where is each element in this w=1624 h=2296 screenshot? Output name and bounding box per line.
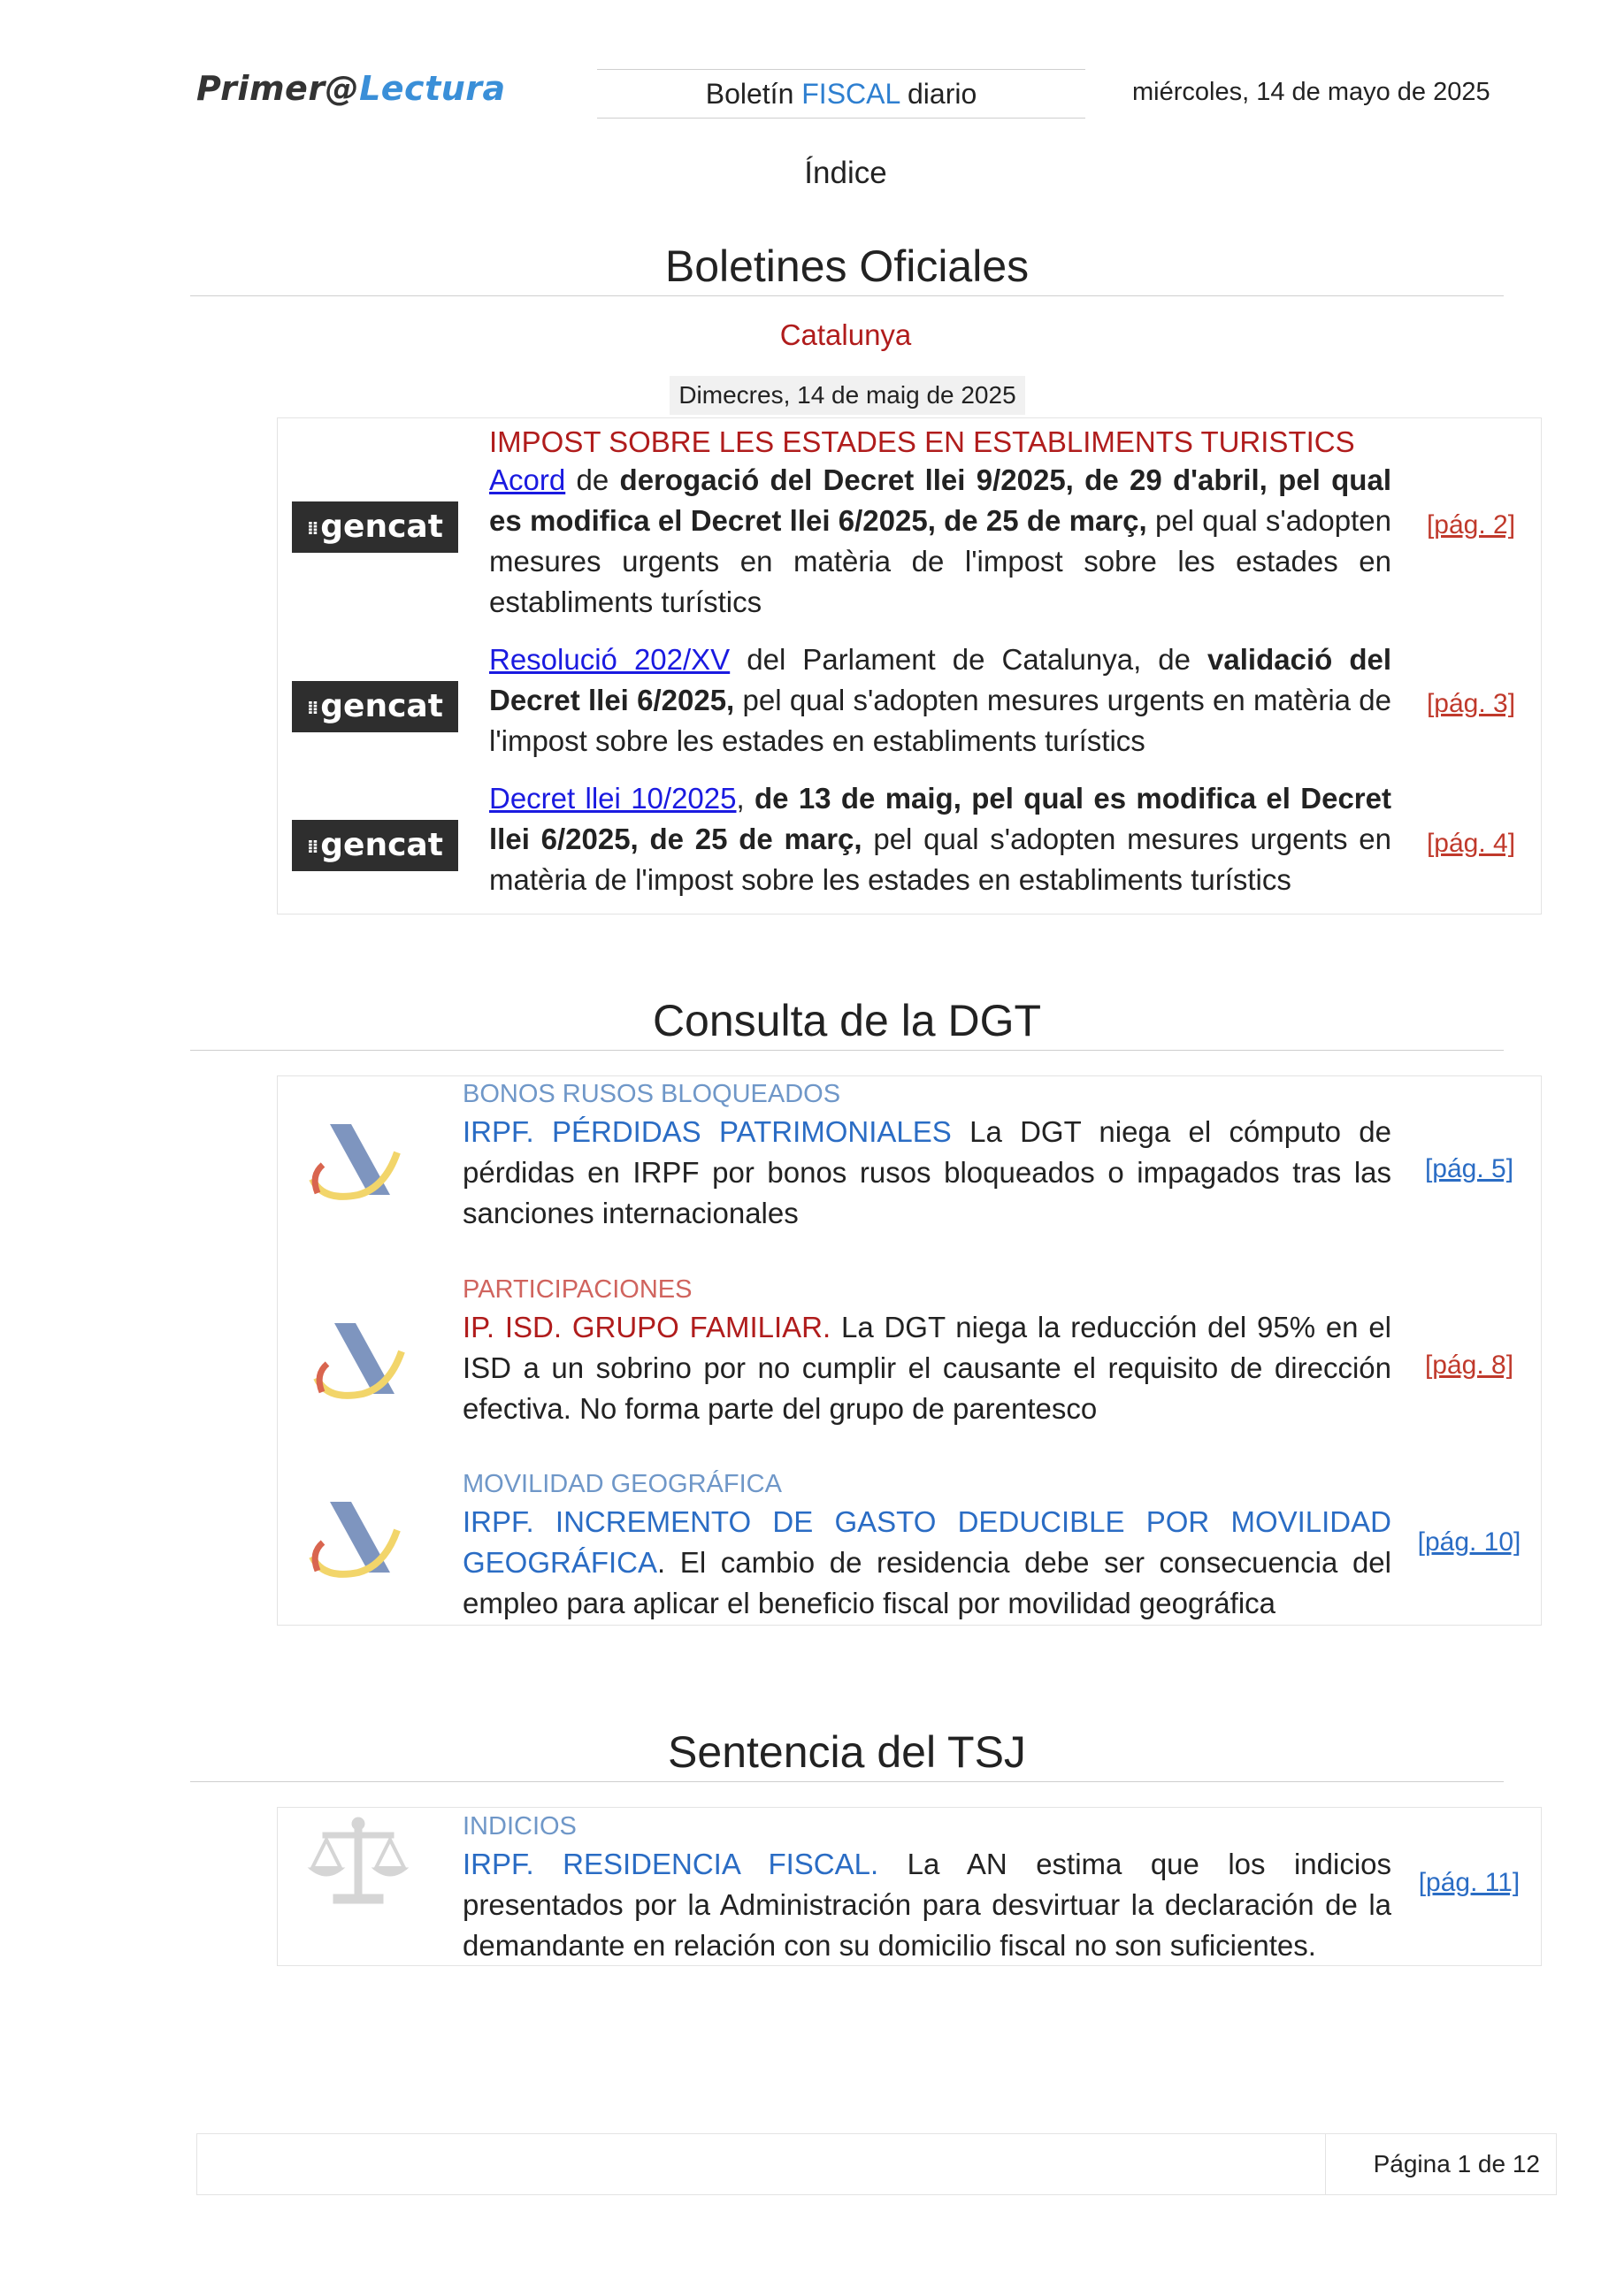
list-item-tsj-1 (463, 1809, 1391, 1966)
page-link[interactable]: [pág. 4] (1426, 829, 1516, 858)
entry-text: de (565, 463, 620, 496)
entry-text: . El cambio de residencia debe ser consecuencia del empleo para aplicar el beneficio fiscal por movilidad geográfica (463, 1546, 1391, 1619)
page-link[interactable]: [pág. 8] (1424, 1351, 1514, 1380)
list-item-dgt-3 (463, 1466, 1391, 1624)
boletines-category (489, 422, 1391, 463)
region-label: Catalunya (779, 318, 912, 351)
entry-headline: IRPF. INCREMENTO DE GASTO DEDUCIBLE POR MOVILIDAD GEOGRÁFICA (463, 1505, 1391, 1579)
page-link[interactable]: [pág. 5] (1424, 1154, 1514, 1183)
header-date: miércoles, 14 de mayo de 2025 (1132, 78, 1490, 106)
gencat-logo: ⁞⁞ gencat (292, 501, 458, 553)
date-chip: Dimecres, 14 de maig de 2025 (670, 376, 1025, 415)
aeat-logo-icon (310, 1316, 407, 1404)
page-link[interactable]: [pág. 11] (1418, 1868, 1521, 1897)
entry-headline: IP. ISD. GRUPO FAMILIAR. (463, 1311, 831, 1343)
logo-text-primer: Primer@ (196, 69, 360, 108)
brand-logo (196, 69, 506, 108)
entry-text: pel qual s'adopten mesures urgents en matèria de l'impost sobre les estades en establiments turístics (489, 684, 1391, 757)
scales-of-justice-icon (305, 1813, 411, 1919)
entry-bold-text: de 13 de maig, pel qual es modifica el Decret llei 6/2025, de 25 de març, (489, 782, 1391, 855)
section-title-tsj: Sentencia del TSJ (190, 1726, 1504, 1782)
bulletin-title (597, 69, 1085, 119)
category-label: INDICIOS (463, 1812, 577, 1841)
entry-headline: IRPF. RESIDENCIA FISCAL. (463, 1848, 879, 1880)
gencat-logo: ⁞⁞ gencat (292, 820, 458, 871)
list-item-boletin-3 (489, 778, 1391, 900)
entry-text: La DGT niega la reducción del 95% en el ISD a un sobrino por no cumplir el causante el requisito de dirección efectiva. No forma parte del grupo de parentesco (463, 1311, 1392, 1425)
index-heading: Índice (804, 156, 887, 190)
page-link[interactable]: [pág. 2] (1426, 510, 1516, 540)
section-title-dgt: Consulta de la DGT (190, 995, 1504, 1051)
category-label: BONOS RUSOS BLOQUEADOS (463, 1080, 841, 1108)
entry-text: del Parlament de Catalunya, de (730, 643, 1208, 676)
page-link[interactable]: [pág. 10] (1417, 1527, 1521, 1557)
page-number: Página 1 de 12 (1373, 2150, 1540, 2177)
category-label: PARTICIPACIONES (463, 1275, 693, 1304)
entry-text: , (736, 782, 755, 815)
entry-text: La AN estima que los indicios presentados por la Administración para desvirtuar la declaración de la demandante en relación con su domicilio fiscal no son suficientes. (463, 1848, 1392, 1962)
title-fiscal: FISCAL (801, 78, 900, 110)
entry-headline: IRPF. PÉRDIDAS PATRIMONIALES (463, 1115, 952, 1148)
title-pre: Boletín (705, 78, 802, 110)
aeat-logo-icon (305, 1495, 402, 1583)
document-link[interactable]: Acord (489, 463, 566, 496)
entry-bold-text: derogació del Decret llei 9/2025, de 29 d'abril, pel qual es modifica el Decret llei 6/2025, de 25 de març, (489, 463, 1391, 537)
gencat-logo: ⁞⁞ gencat (292, 681, 458, 732)
page-link[interactable]: [pág. 3] (1426, 689, 1516, 718)
list-item-dgt-2 (463, 1272, 1391, 1429)
title-post: diario (900, 78, 977, 110)
category-label: IMPOST SOBRE LES ESTADES EN ESTABLIMENTS TURISTICS (489, 425, 1355, 458)
category-label: MOVILIDAD GEOGRÁFICA (463, 1470, 782, 1498)
entry-text: La DGT niega el cómputo de pérdidas en IRPF por bonos rusos bloqueados o impagados tras las sanciones internacionales (463, 1115, 1392, 1229)
page-footer (196, 2133, 1557, 2195)
list-item-boletin-2 (489, 639, 1391, 762)
logo-text-lectura: Lectura (359, 69, 506, 108)
section-title-boletines: Boletines Oficiales (190, 241, 1504, 296)
list-item-boletin-1 (489, 460, 1391, 623)
entry-bold-text: validació del Decret llei 6/2025, (489, 643, 1391, 716)
document-link[interactable]: Resolució 202/XV (489, 643, 731, 676)
entry-text: pel qual s'adopten mesures urgents en matèria de l'impost sobre les estades en establiments turístics (489, 823, 1391, 896)
aeat-logo-icon (305, 1117, 402, 1205)
list-item-dgt-1 (463, 1076, 1391, 1234)
footer-divider (1325, 2134, 1326, 2194)
document-link[interactable]: Decret llei 10/2025 (489, 782, 737, 815)
entry-text: pel qual s'adopten mesures urgents en matèria de l'impost sobre les estades en establiments turístics (489, 504, 1391, 618)
